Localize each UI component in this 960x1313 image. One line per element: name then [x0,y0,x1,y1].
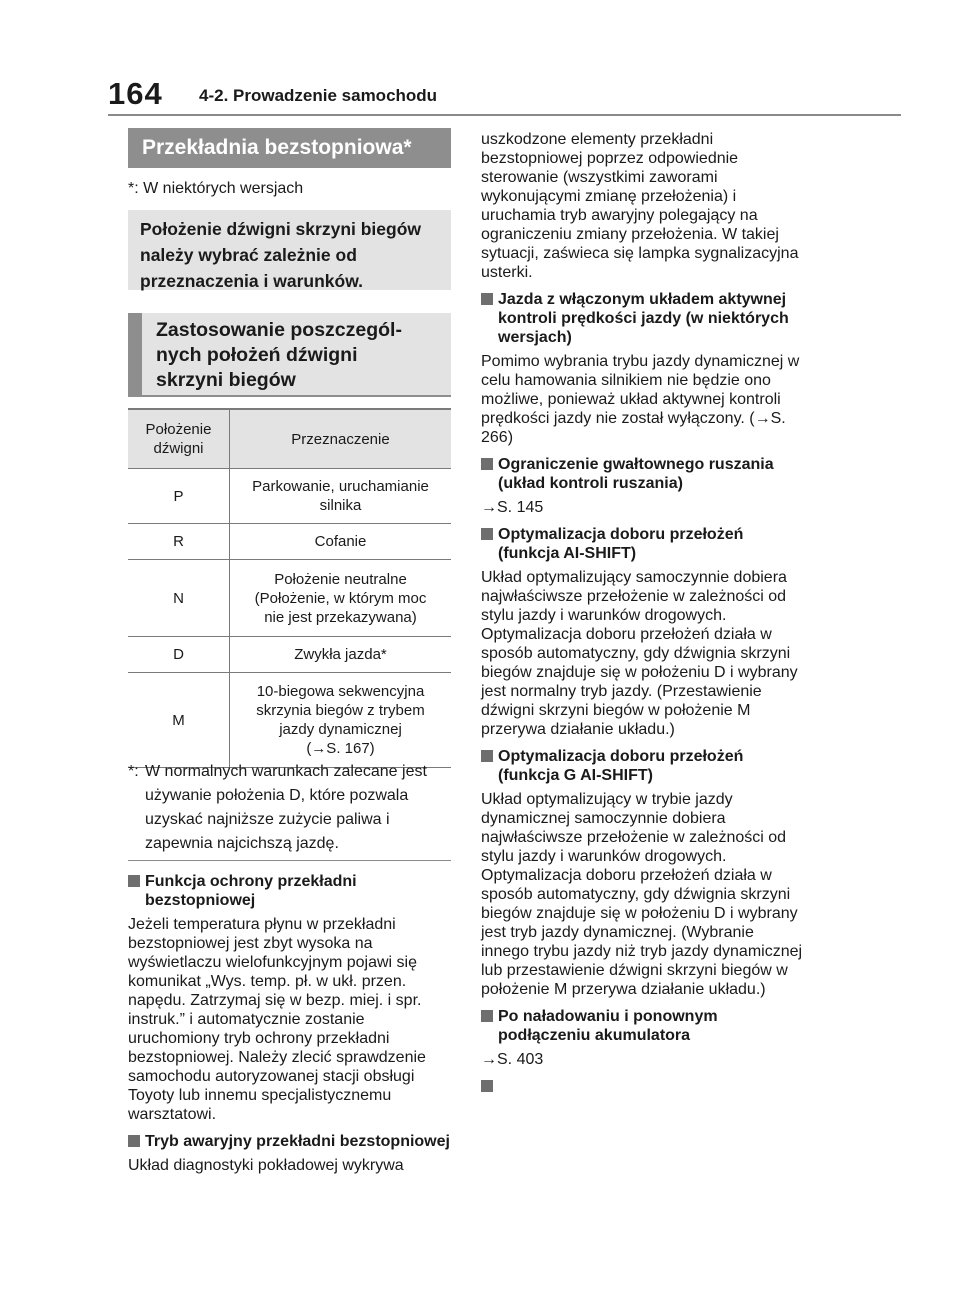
table-row [128,637,451,673]
section-divider [128,860,451,861]
subsection-underline [128,395,451,397]
subsection-line-2: nych położeń dźwigni [156,344,358,366]
table-row [128,560,451,637]
note-heading-text: Po naładowaniu i ponownym podłączeniu akumulatora [498,1008,718,1044]
section-title: 4-2. Prowadzenie samochodu [199,86,438,105]
table-row [128,524,451,560]
gear-table [128,408,451,768]
square-bullet-icon [128,1135,140,1147]
purpose-line: 10-biegowa sekwencyjna [256,683,425,700]
purpose-line: skrzynia biegów z trybem [256,702,425,719]
note-heading [481,455,806,493]
note-heading [481,747,806,785]
note-heading-text: Optymalizacja doboru przełożeń (funkcja AI-SHIFT) [498,526,744,562]
table-row [128,469,451,524]
note-heading-text: Funkcja ochrony przekładni bezstopniowej [145,873,357,909]
square-bullet-icon [481,750,493,762]
purpose-line: Parkowanie, uruchamianie [252,478,429,495]
footnote-text: W normalnych warunkach zalecane jest używanie położenia D, które pozwala uzyskać najniższe zużycie paliwa i zapewnia najcichszą jazdę. [145,763,427,852]
header-position-line: dźwigni [153,440,204,457]
note-heading-text: Optymalizacja doboru przełożeń (funkcja G AI-SHIFT) [498,748,744,784]
footnote-mark: *: [128,763,139,780]
gear-position: P [128,469,230,524]
purpose-line: (Położenie, w którym moc [254,589,427,607]
gear-position: D [128,637,230,673]
note-body: →S. 145 [481,499,544,516]
gear-purpose: Zwykła jazda* [230,637,452,673]
note-body: →S. 403 [481,1051,544,1068]
purpose-line: silnika [319,497,362,514]
right-column-notes [481,130,806,1077]
note-heading [128,872,453,910]
note-body: Pomimo wybrania trybu jazdy dynamicznej w celu hamowania silnikiem nie będzie ono możliwe, ponieważ układ aktywnej kontroli prędkości jazdy nie został wyłączony. (→S. 266) [481,353,800,446]
square-bullet-icon [481,528,493,540]
table-header-row [128,409,451,469]
summary-box: Położenie dźwigni skrzyni biegów należy wybrać zależnie od przeznaczenia i warunków. [128,210,451,290]
gear-purpose [230,560,452,637]
header-purpose: Przeznaczenie [230,409,452,469]
square-bullet-icon [481,458,493,470]
note-heading [128,1132,453,1151]
header-position-line: Położenie [145,421,212,438]
square-bullet-icon [481,1080,493,1092]
purpose-line: nie jest przekazywana) [264,608,417,626]
note-body: Jeżeli temperatura płynu w przekładni bezstopniowej jest zbyt wysoka na wyświetlaczu wielofunkcyjnym pojawi się komunikat „Wys. temp. pł. w ukł. przen. napędu. Zatrzymaj się w bezp. miej. i spr. instruk.” i automatycznie zostanie uruchomiony tryb ochrony przekładni bezstopniowej. Należy zlecić sprawdzenie samochodu autoryzowanej stacji obsługi Toyoty lub innemu specjalistycznemu warsztatowi. [128,916,426,1123]
table-footnote [128,760,453,856]
square-bullet-icon [481,1010,493,1022]
continued-text: uszkodzone elementy przekładni bezstopniowej poprzez odpowiednie sterowanie (wszystkimi zaworami wykonującymi zmianę przełożenia) i uruchamia tryb awaryjny polegający na ograniczeniu zmiany przełożenia. W takiej sytuacji, zaświeca się lampka sygnalizacyjna usterki. [481,131,799,281]
gear-purpose: Cofanie [230,524,452,560]
gear-position: M [128,673,230,768]
purpose-line: Położenie neutralne [274,570,407,588]
note-heading-text: Tryb awaryjny przekładni bezstopniowej [145,1133,450,1150]
note-heading [481,525,806,563]
gear-purpose [230,469,452,524]
header-position [128,409,230,469]
subsection-heading [128,313,451,395]
gear-purpose [230,673,452,768]
table-row [128,673,451,768]
subsection-line-3: skrzyni biegów [156,369,296,391]
note-heading [481,1007,806,1045]
note-body: Układ optymalizujący w trybie jazdy dynamicznej samoczynnie dobiera najwłaściwsze przełożenie w zależności od stylu jazdy i warunków drogowych. Optymalizacja doboru przełożeń działa w sposób automatyczny, gdy dźwignia skrzyni biegów znajduje się w położeniu D i wybrany jest tryb jazdy dynamicznej. (Wybranie innego trybu jazdy niż tryb jazdy dynamicznej lub przestawienie dźwigni skrzyni biegów w położenie M przerywa działanie układu.) [481,791,803,998]
page-number: 164 [108,76,163,111]
chapter-title: Przekładnia bezstopniowa* [128,128,451,168]
note-heading [481,290,806,347]
note-body: Układ optymalizujący samoczynnie dobiera najwłaściwsze przełożenie w zależności od stylu jazdy i warunków drogowych. Optymalizacja doboru przełożeń działa w sposób automatyczny, gdy dźwignia skrzyni biegów znajduje się w położeniu D i wybrany jest normalny tryb jazdy. (Przestawienie dźwigni skrzyni biegów w położenie M przerywa działanie układu.) [481,569,798,738]
gear-position: R [128,524,230,560]
note-heading-text: Jazda z włączonym układem aktywnej kontroli prędkości jazdy (w niektórych wersjach) [498,291,789,346]
gear-position: N [128,560,230,637]
note-heading-text: Ograniczenie gwałtownego ruszania (układ kontroli ruszania) [498,456,774,492]
left-column-notes [128,872,453,1183]
square-bullet-icon [481,293,493,305]
note-body: Układ diagnostyki pokładowej wykrywa [128,1157,404,1174]
purpose-line: jazdy dynamicznej [279,721,402,738]
square-bullet-icon [128,875,140,887]
subsection-line-1: Zastosowanie poszczegól- [156,319,402,341]
header-divider [108,114,901,116]
versions-note: *: W niektórych wersjach [128,180,304,197]
purpose-line: (→S. 167) [306,740,375,757]
